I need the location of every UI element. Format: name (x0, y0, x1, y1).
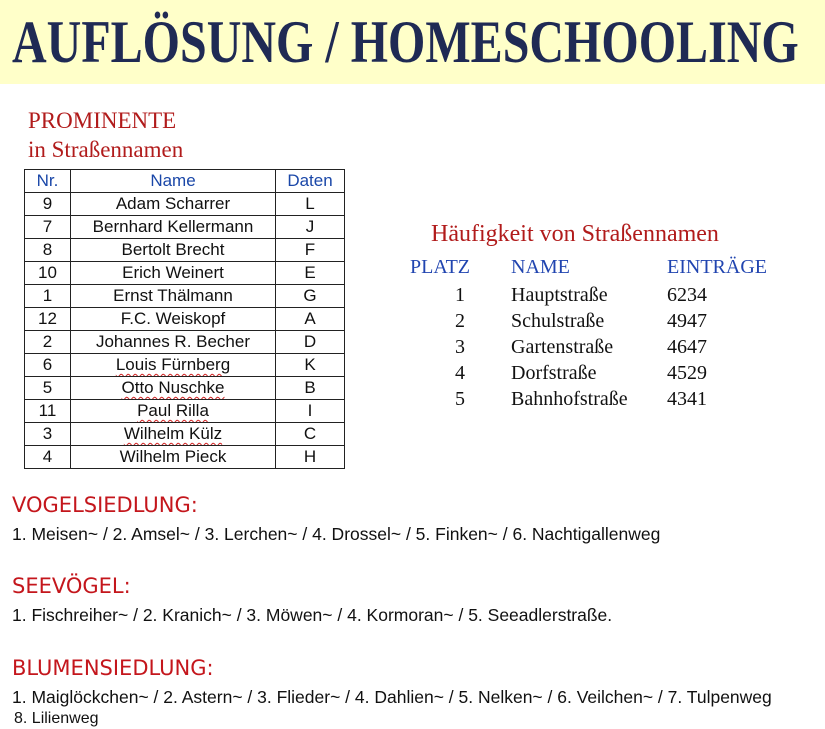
haeufigkeit-eintraege: 4947 (667, 310, 707, 332)
cell-name-text: Wilhelm Külz (123, 424, 223, 443)
cell-name (71, 216, 276, 239)
cell-daten-text: L (305, 194, 315, 213)
cell-nr-text: 12 (38, 309, 57, 328)
cell-nr-text: 3 (42, 424, 53, 443)
haeufigkeit-platz: 5 (455, 388, 465, 410)
table-row (25, 262, 345, 285)
cell-daten-text: E (304, 263, 316, 282)
cell-nr (25, 400, 71, 423)
cell-daten (276, 239, 345, 262)
cell-name (71, 377, 276, 400)
cell-name (71, 262, 276, 285)
cell-nr-text: 9 (42, 194, 53, 213)
cell-nr (25, 216, 71, 239)
table-row (25, 216, 345, 239)
cell-nr (25, 239, 71, 262)
table-row (25, 331, 345, 354)
cell-daten (276, 216, 345, 239)
cell-nr-text: 4 (42, 447, 53, 466)
column-header-nr: Nr. (25, 170, 71, 193)
prominente-table (24, 169, 345, 469)
haeufigkeit-eintraege: 6234 (667, 284, 707, 306)
cell-nr-text: 1 (42, 286, 53, 305)
cell-name-text: Otto Nuschke (121, 378, 225, 397)
cell-nr-text: 2 (42, 332, 53, 351)
cell-name-text: Johannes R. Becher (95, 332, 251, 351)
page-title: AUFLÖSUNG / HOMESCHOOLING (12, 9, 799, 75)
cell-nr (25, 354, 71, 377)
column-header-name: NAME (511, 256, 570, 278)
table-row (25, 400, 345, 423)
haeufigkeit-eintraege: 4341 (667, 388, 707, 410)
cell-name-text: Erich Weinert (122, 263, 224, 282)
haeufigkeit-name: Dorfstraße (511, 362, 597, 384)
cell-nr-text: 6 (42, 355, 53, 374)
column-header-name: Name (71, 170, 276, 193)
cell-daten (276, 331, 345, 354)
haeufigkeit-eintraege: 4647 (667, 336, 707, 358)
cell-name (71, 239, 276, 262)
cell-nr-text: 7 (42, 217, 53, 236)
cell-daten (276, 354, 345, 377)
cell-name (71, 354, 276, 377)
haeufigkeit-platz: 4 (455, 362, 465, 384)
cell-daten (276, 193, 345, 216)
prominente-subheading: in Straßennamen (28, 137, 184, 162)
table-row (25, 285, 345, 308)
column-header-daten: Daten (276, 170, 345, 193)
haeufigkeit-name: Schulstraße (511, 310, 605, 332)
vogelsiedlung-text: 1. Meisen~ / 2. Amsel~ / 3. Lerchen~ / 4. Drossel~ / 5. Finken~ / 6. Nachtigallenweg (12, 524, 661, 544)
table-row (25, 308, 345, 331)
table-row (25, 239, 345, 262)
table-row (25, 354, 345, 377)
cell-daten (276, 446, 345, 469)
cell-daten (276, 423, 345, 446)
cell-name-text: Bertolt Brecht (121, 240, 225, 259)
cell-nr (25, 331, 71, 354)
blumensiedlung-text-continued: 8. Lilienweg (14, 710, 99, 727)
title-banner (0, 0, 825, 84)
cell-name (71, 285, 276, 308)
cell-daten-text: D (303, 332, 317, 351)
cell-daten (276, 285, 345, 308)
cell-daten (276, 377, 345, 400)
cell-name (71, 446, 276, 469)
cell-nr-text: 8 (42, 240, 53, 259)
haeufigkeit-platz: 1 (455, 284, 465, 306)
cell-daten-text: A (304, 309, 316, 328)
cell-nr (25, 262, 71, 285)
haeufigkeit-title: Häufigkeit von Straßennamen (431, 221, 719, 247)
cell-name (71, 423, 276, 446)
cell-daten-text: G (303, 286, 317, 305)
haeufigkeit-name: Bahnhofstraße (511, 388, 628, 410)
seevoegel-heading: SEEVÖGEL: (12, 574, 131, 598)
cell-name-text: Ernst Thälmann (113, 286, 233, 305)
table-header-row (25, 170, 345, 193)
cell-daten-text: I (307, 401, 313, 420)
haeufigkeit-platz: 2 (455, 310, 465, 332)
table-row (25, 193, 345, 216)
cell-nr (25, 446, 71, 469)
cell-nr (25, 423, 71, 446)
cell-daten-text: H (303, 447, 317, 466)
cell-name-text: Paul Rilla (137, 401, 209, 420)
haeufigkeit-eintraege: 4529 (667, 362, 707, 384)
cell-name (71, 193, 276, 216)
table-row (25, 377, 345, 400)
blumensiedlung-heading: BLUMENSIEDLUNG: (12, 656, 214, 680)
haeufigkeit-name: Gartenstraße (511, 336, 614, 358)
cell-daten-text: K (304, 355, 316, 374)
cell-daten (276, 262, 345, 285)
table-row (25, 423, 345, 446)
cell-daten-text: B (304, 378, 316, 397)
cell-nr (25, 308, 71, 331)
blumensiedlung-text: 1. Maiglöckchen~ / 2. Astern~ / 3. Flieder~ / 4. Dahlien~ / 5. Nelken~ / 6. Veilchen~ / 7. Tulpenweg (12, 687, 772, 707)
column-header-eintraege: EINTRÄGE (667, 256, 767, 278)
cell-name-text: Wilhelm Pieck (119, 447, 227, 466)
table-row (25, 446, 345, 469)
cell-name-text: Adam Scharrer (115, 194, 231, 213)
cell-daten-text: J (305, 217, 315, 236)
cell-name-text: Bernhard Kellermann (92, 217, 254, 236)
cell-nr-text: 5 (42, 378, 53, 397)
haeufigkeit-name: Hauptstraße (511, 284, 608, 306)
seevoegel-text: 1. Fischreiher~ / 2. Kranich~ / 3. Möwen~ / 4. Kormoran~ / 5. Seeadlerstraße. (12, 605, 613, 625)
cell-daten-text: C (303, 424, 317, 443)
cell-name-text: F.C. Weiskopf (120, 309, 226, 328)
cell-name (71, 400, 276, 423)
cell-nr-text: 11 (38, 401, 57, 420)
cell-nr (25, 285, 71, 308)
prominente-heading: PROMINENTE (28, 108, 177, 133)
cell-name (71, 331, 276, 354)
cell-nr (25, 377, 71, 400)
cell-name-text: Louis Fürnberg (115, 355, 231, 374)
cell-name (71, 308, 276, 331)
cell-nr (25, 193, 71, 216)
cell-daten (276, 400, 345, 423)
cell-daten (276, 308, 345, 331)
cell-daten-text: F (304, 240, 316, 259)
vogelsiedlung-heading: VOGELSIEDLUNG: (12, 493, 198, 517)
column-header-platz: PLATZ (410, 256, 470, 278)
haeufigkeit-platz: 3 (455, 336, 465, 358)
cell-nr-text: 10 (38, 263, 57, 282)
